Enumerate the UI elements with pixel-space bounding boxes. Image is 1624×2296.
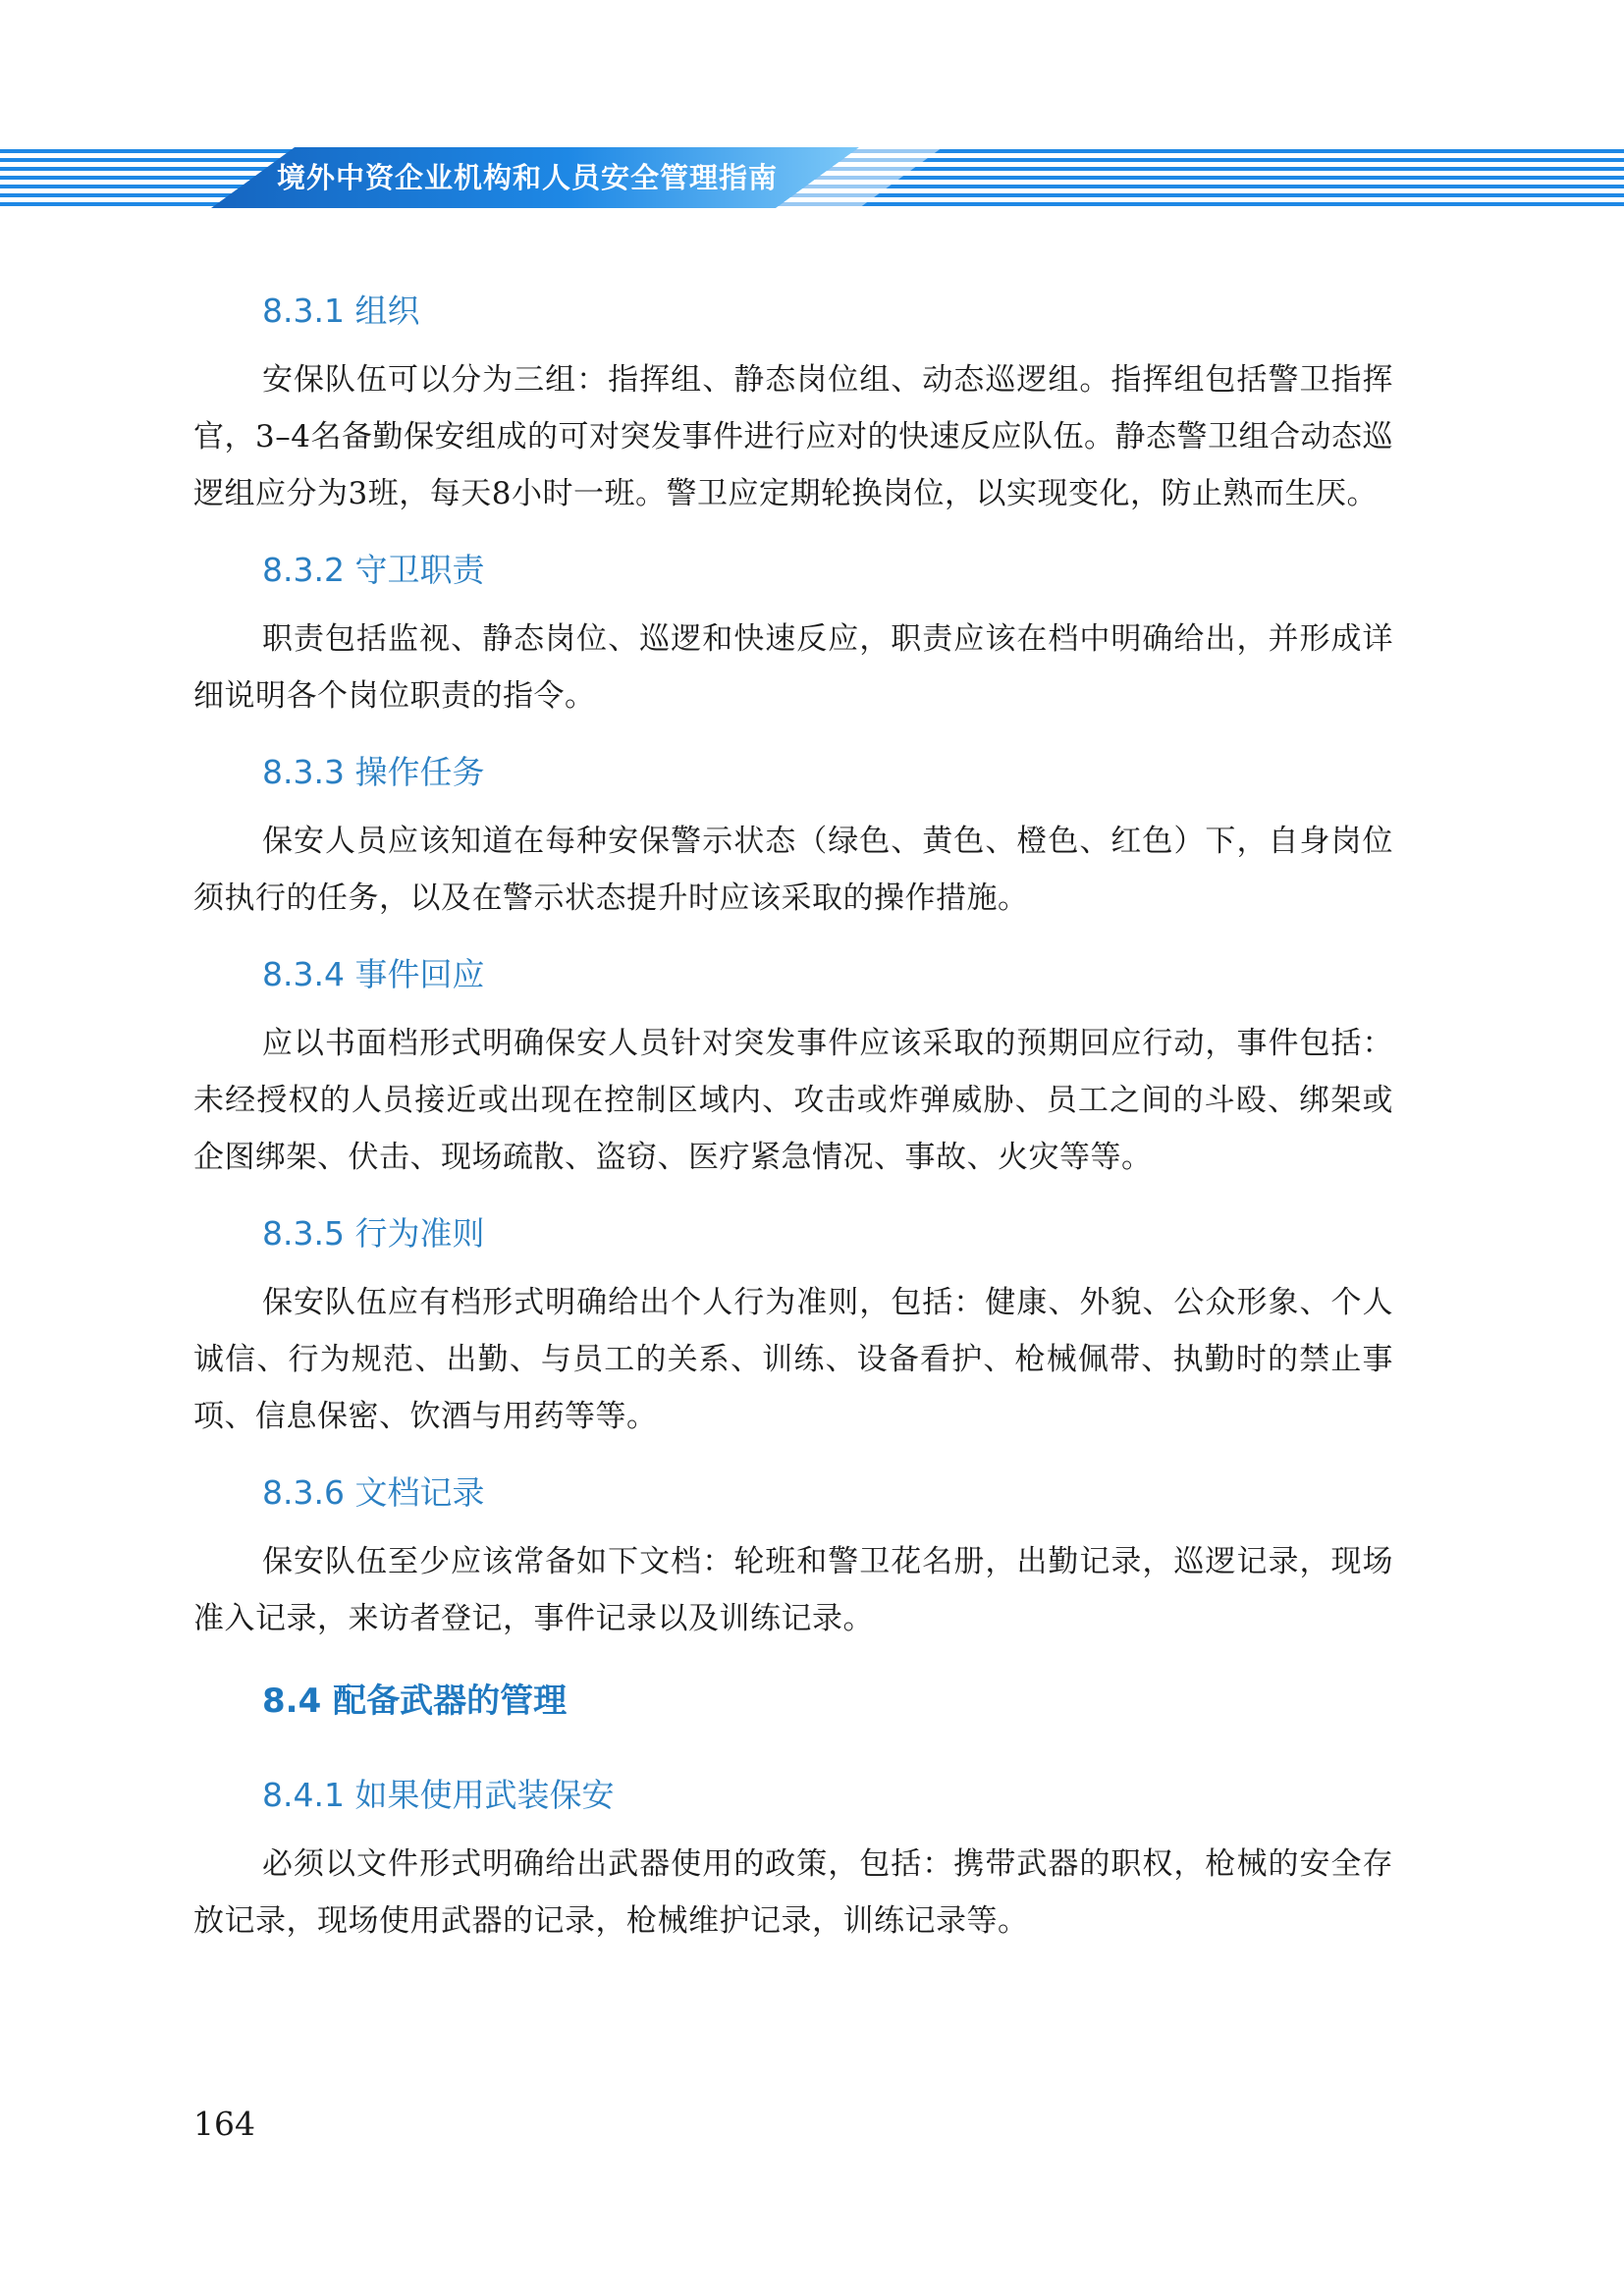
section-paragraph: 安保队伍可以分为三组：指挥组、静态岗位组、动态巡逻组。指挥组包括警卫指挥官，3–4名备勤保安组成的可对突发事件进行应对的快速反应队伍。静态警卫组合动态巡逻组应分为3班，每天8小时一班。警卫应定期轮换岗位，以实现变化，防止熟而生厌。 — [193, 362, 1393, 511]
section-paragraph: 保安人员应该知道在每种安保警示状态（绿色、黄色、橙色、红色）下，自身岗位须执行的任务，以及在警示状态提升时应该采取的操作措施。 — [193, 824, 1393, 916]
section-8-3-2 — [193, 536, 1393, 724]
running-header — [0, 147, 1624, 208]
major-section-heading: 8.4 配备武器的管理 — [262, 1682, 568, 1721]
section-8-3-4 — [193, 940, 1393, 1186]
page-content — [193, 277, 1393, 1963]
section-paragraph: 必须以文件形式明确给出武器使用的政策，包括：携带武器的职权，枪械的安全存放记录，现场使用武器的记录，枪械维护记录，训练记录等。 — [193, 1846, 1393, 1939]
section-heading: 8.3.1 组织 — [262, 292, 420, 330]
section-heading: 8.3.4 事件回应 — [262, 955, 485, 993]
section-paragraph: 职责包括监视、静态岗位、巡逻和快速反应，职责应该在档中明确给出，并形成详细说明各个岗位职责的指令。 — [193, 621, 1393, 714]
section-8-4-1 — [193, 1761, 1393, 1949]
section-8-3-6 — [193, 1459, 1393, 1647]
header-stripes-graphic — [0, 147, 1624, 208]
section-paragraph: 保安队伍至少应该常备如下文档：轮班和警卫花名册，出勤记录，巡逻记录，现场准入记录，来访者登记，事件记录以及训练记录。 — [193, 1544, 1393, 1636]
section-heading: 8.3.2 守卫职责 — [262, 551, 485, 589]
section-heading: 8.3.5 行为准则 — [262, 1214, 485, 1253]
section-heading: 8.3.3 操作任务 — [262, 753, 485, 791]
section-heading: 8.4.1 如果使用武装保安 — [262, 1776, 615, 1814]
section-heading: 8.3.6 文档记录 — [262, 1473, 485, 1512]
page-number: 164 — [193, 2105, 255, 2143]
section-paragraph: 应以书面档形式明确保安人员针对突发事件应该采取的预期回应行动，事件包括：未经授权的人员接近或出现在控制区域内、攻击或炸弹威胁、员工之间的斗殴、绑架或企图绑架、伏击、现场疏散、盗窃、医疗紧急情况、事故、火灾等等。 — [193, 1026, 1393, 1175]
section-paragraph: 保安队伍应有档形式明确给出个人行为准则，包括：健康、外貌、公众形象、个人诚信、行为规范、出勤、与员工的关系、训练、设备看护、枪械佩带、执勤时的禁止事项、信息保密、饮酒与用药等等。 — [193, 1285, 1393, 1434]
header-title: 境外中资企业机构和人员安全管理指南 — [277, 161, 779, 194]
section-8-3-5 — [193, 1200, 1393, 1445]
section-8-3-3 — [193, 738, 1393, 927]
section-8-3-1 — [193, 277, 1393, 522]
